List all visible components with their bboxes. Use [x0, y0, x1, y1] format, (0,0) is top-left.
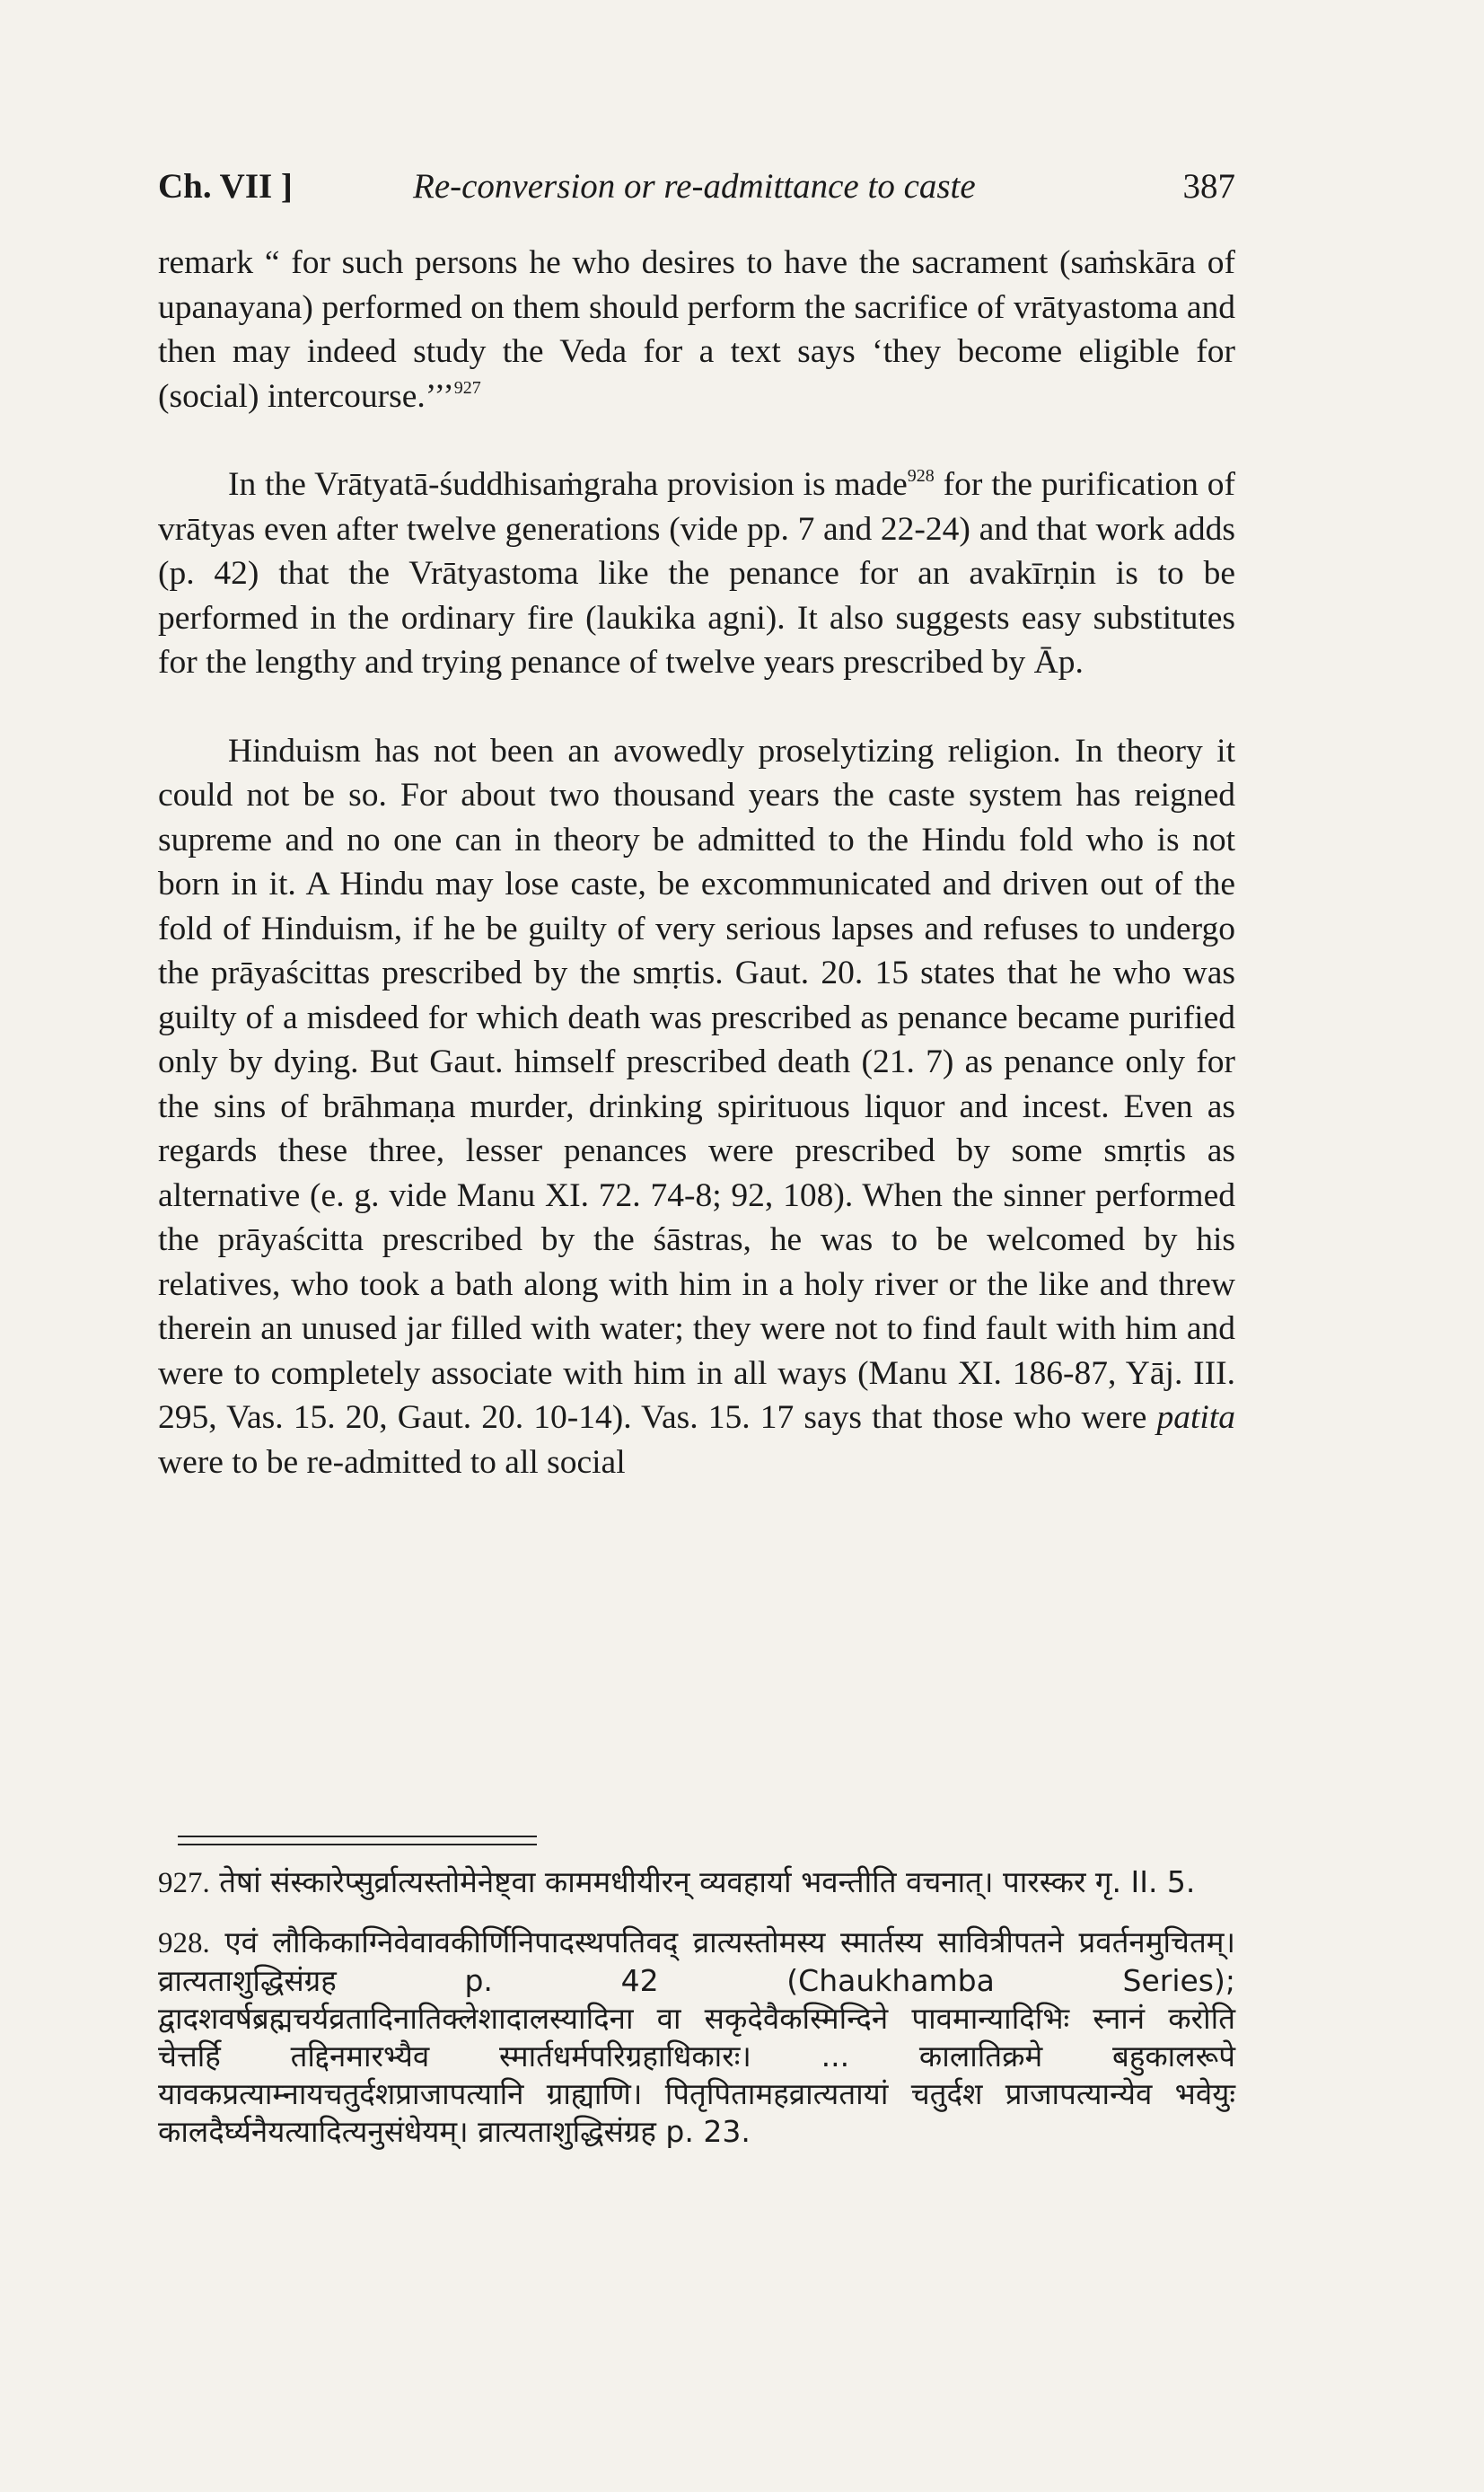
footnote-text: तेषां संस्कारेप्सुर्व्रात्यस्तोमेनेष्ट्वा काममधीयीरन् व्यवहार्या भवन्तीति वचनात्। पारस्कर गृ. II. 5. [219, 1864, 1196, 1899]
footnote-number: 928. [158, 1927, 210, 1959]
paragraph-2-text-after: for the purification of vrātyas even after twelve generations (vide pp. 7 and 22-24) and that work adds (p. 42) that the Vrātyastoma like the penance for an avakīrṇin is to be performed in the ordinary fire (laukika agni). It also suggests easy substitutes for the lengthy and trying penance of twelve years prescribed by Āp. [158, 466, 1235, 681]
chapter-label: Ch. VII ] [158, 167, 293, 206]
footnote-928 [158, 1924, 1235, 2151]
footnote-text: एवं लौकिकाग्निवेवावकीर्णिनिपादस्थपतिवद् व्रात्यस्तोमस्य स्मार्तस्य सावित्रीपतने प्रवर्तनमुचितम्। व्रात्यताशुद्धिसंग्रह p. 42 (Chaukhamba Series); द्वादशवर्षब्रह्मचर्यव्रतादिनातिक्लेशादालस्यादिना वा सकृदेवैकस्मिन्दिने पावमान्यादिभिः स्नानं करोति चेत्तर्हि तद्दिनमारभ्यैव स्मार्तधर्मपरिग्रहाधिकारः। ... कालातिक्रमे बहुकालरूपे यावकप्रत्याम्नायचतुर्दशप्राजापत्यानि ग्राह्याणि। पितृपितामहव्रात्यतायां चतुर्दश प्राजापत्यान्येव भवेयुः कालदैर्घ्यनैयत्यादित्यनुसंधेयम्। व्रात्यताशुद्धिसंग्रह p. 23. [158, 1924, 1235, 2149]
paragraph-3-text-before: Hinduism has not been an avowedly proselytizing religion. In theory it could not be so. For about two thousand years the caste system has reigned supreme and no one can in theory be admitted to the Hindu fold who is not born in it. A Hindu may lose caste, be excommunicated and driven out of the fold of Hinduism, if he be guilty of very serious lapses and refuses to undergo the prāyaścittas prescribed by the smṛtis. Gaut. 20. 15 states that he who was guilty of a misdeed for which death was prescribed as penance became purified only by dying. But Gaut. himself prescribed death (21. 7) as penance only for the sins of brāhmaṇa murder, drinking spirituous liquor and incest. Even as regards these three, lesser penances were prescribed by some smṛtis as alternative (e. g. vide Manu XI. 72. 74-8; 92, 108). When the sinner performed the prāyaścitta prescribed by the śāstras, he was to be welcomed by his relatives, who took a bath along with him in a holy river or the like and threw therein an unused jar filled with water; they were not to find fault with him and were to completely associate with him in all ways (Manu XI. 186-87, Yāj. III. 295, Vas. 15. 20, Gaut. 20. 10-14). Vas. 15. 17 says that those who were [158, 732, 1235, 1436]
paragraph-2 [158, 462, 1235, 685]
footnote-ref-928: 928 [907, 466, 935, 486]
footnote-divider [178, 1836, 537, 1837]
main-text [158, 241, 1235, 1484]
page-number: 387 [1182, 167, 1235, 206]
paragraph-1-text: remark “ for such persons he who desires to have the sacrament (saṁskāra of upanayana) performed on them should perform the sacrifice of vrātyastoma and then may indeed study the Veda for a text says ‘they become eligible for (social) intercourse.’’’ [158, 244, 1235, 415]
paragraph-3-text-after: were to be re-admitted to all social [158, 1443, 626, 1481]
paragraph-2-text-before: In the Vrātyatā-śuddhisaṁgraha provision is made [228, 466, 908, 503]
running-title: Re-conversion or re-admittance to caste [413, 167, 976, 206]
footnotes [158, 1863, 1235, 2151]
paragraph-1 [158, 241, 1235, 418]
footnote-ref-927: 927 [453, 377, 481, 398]
footnote-divider-second [178, 1844, 537, 1845]
page-header [158, 166, 1235, 211]
footnote-927 [158, 1863, 1235, 1902]
paragraph-3 [158, 729, 1235, 1485]
paragraph-3-emphasis: patita [1156, 1399, 1235, 1436]
footnote-number: 927. [158, 1867, 210, 1899]
